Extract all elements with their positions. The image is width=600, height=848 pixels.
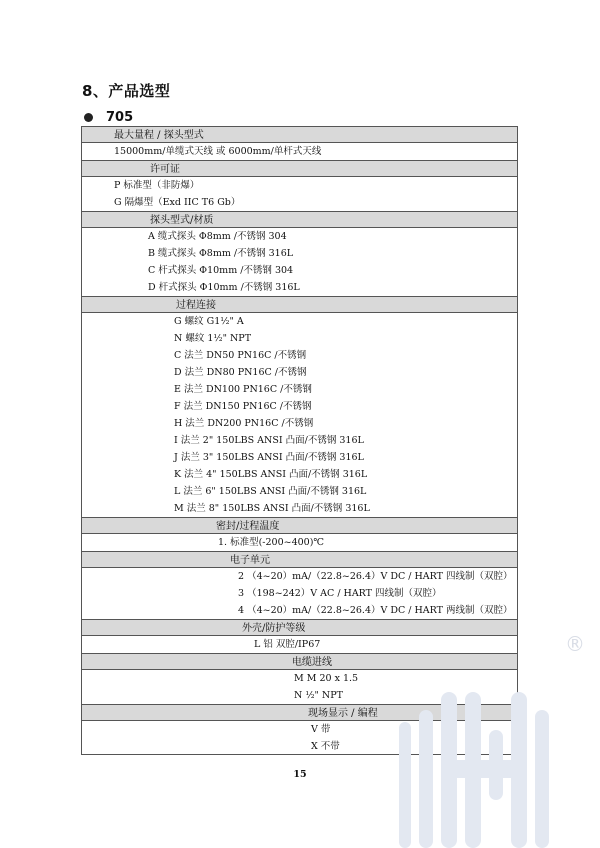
option-label: N ½" NPT	[294, 690, 343, 701]
option-row	[81, 602, 518, 619]
section-header-label: 探头型式/材质	[150, 215, 214, 226]
option-label: J 法兰 3" 150LBS ANSI 凸面/不锈钢 316L	[174, 452, 364, 463]
option-label: D 法兰 DN80 PN16C /不锈钢	[174, 367, 307, 378]
model-line	[84, 110, 133, 125]
section-header-label: 现场显示 / 编程	[308, 708, 378, 719]
option-row	[81, 347, 518, 364]
section-header-label: 电缆进线	[292, 657, 332, 668]
option-label: C 杆式探头 Φ10mm /不锈钢 304	[148, 265, 294, 276]
section-header-label: 最大量程 / 探头型式	[114, 130, 204, 141]
option-label: A 缆式探头 Φ8mm /不锈钢 304	[148, 231, 287, 242]
option-row	[81, 398, 518, 415]
option-label: F 法兰 DN150 PN16C /不锈钢	[174, 401, 312, 412]
option-row	[81, 228, 518, 245]
section-title: 8、产品选型	[82, 82, 171, 100]
option-row	[81, 432, 518, 449]
option-label: N 螺纹 1½" NPT	[174, 333, 252, 344]
option-row	[81, 330, 518, 347]
option-row	[81, 500, 518, 517]
option-row	[81, 364, 518, 381]
option-label: M 法兰 8" 150LBS ANSI 凸面/不锈钢 316L	[174, 503, 370, 514]
option-label: I 法兰 2" 150LBS ANSI 凸面/不锈钢 316L	[174, 435, 364, 446]
section-header	[81, 517, 518, 534]
option-label: B 缆式探头 Φ8mm /不锈钢 316L	[148, 248, 294, 259]
option-label: H 法兰 DN200 PN16C /不锈钢	[174, 418, 314, 429]
section-header-label: 电子单元	[230, 555, 270, 566]
section-header	[81, 296, 518, 313]
option-label: G 螺纹 G1½" A	[174, 316, 244, 327]
option-label: X 不带	[311, 741, 340, 752]
option-row	[81, 568, 518, 585]
option-row	[81, 143, 518, 160]
option-row	[81, 245, 518, 262]
option-row	[81, 534, 518, 551]
registered-mark: ®	[565, 632, 585, 656]
option-row	[81, 585, 518, 602]
option-row	[81, 449, 518, 466]
bullet-icon	[84, 113, 93, 122]
option-label: M M 20 x 1.5	[294, 673, 359, 684]
option-row	[81, 415, 518, 432]
option-label: D 杆式探头 Φ10mm /不锈钢 316L	[148, 282, 300, 293]
option-label: K 法兰 4" 150LBS ANSI 凸面/不锈钢 316L	[174, 469, 368, 480]
option-row	[81, 279, 518, 296]
option-label: L 法兰 6" 150LBS ANSI 凸面/不锈钢 316L	[174, 486, 367, 497]
section-header-label: 密封/过程温度	[216, 521, 280, 532]
option-label: 1. 标准型(-200~400)℃	[218, 537, 325, 548]
model-number: 705	[106, 110, 134, 125]
section-header	[81, 160, 518, 177]
option-label: P 标准型（非防爆）	[114, 180, 200, 191]
option-row	[81, 483, 518, 500]
option-label: 4 （4~20）mA/（22.8~26.4）V DC / HART 两线制（双腔）	[238, 605, 513, 616]
option-label: E 法兰 DN100 PN16C /不锈钢	[174, 384, 312, 395]
option-row	[81, 381, 518, 398]
option-label: 2 （4~20）mA/（22.8~26.4）V DC / HART 四线制（双腔）	[238, 571, 513, 582]
logo-watermark	[395, 630, 570, 848]
section-header-label: 许可证	[150, 164, 180, 175]
option-row	[81, 313, 518, 330]
option-row	[81, 466, 518, 483]
option-row	[81, 262, 518, 279]
section-header	[81, 551, 518, 568]
option-label: C 法兰 DN50 PN16C /不锈钢	[174, 350, 307, 361]
page-number: 15	[293, 769, 307, 780]
option-label: G 隔爆型（Exd IIC T6 Gb）	[114, 197, 241, 208]
option-label: 15000mm/单缆式天线 或 6000mm/单杆式天线	[114, 146, 322, 157]
section-header-label: 过程连接	[176, 300, 216, 311]
option-row	[81, 177, 518, 194]
option-label: L 铝 双腔/IP67	[254, 639, 321, 650]
section-header	[81, 211, 518, 228]
section-header-label: 外壳/防护等级	[242, 623, 306, 634]
section-header	[81, 126, 518, 143]
option-label: 3 （198~242）V AC / HART 四线制（双腔）	[238, 588, 442, 599]
option-row	[81, 194, 518, 211]
option-label: V 带	[311, 724, 331, 735]
